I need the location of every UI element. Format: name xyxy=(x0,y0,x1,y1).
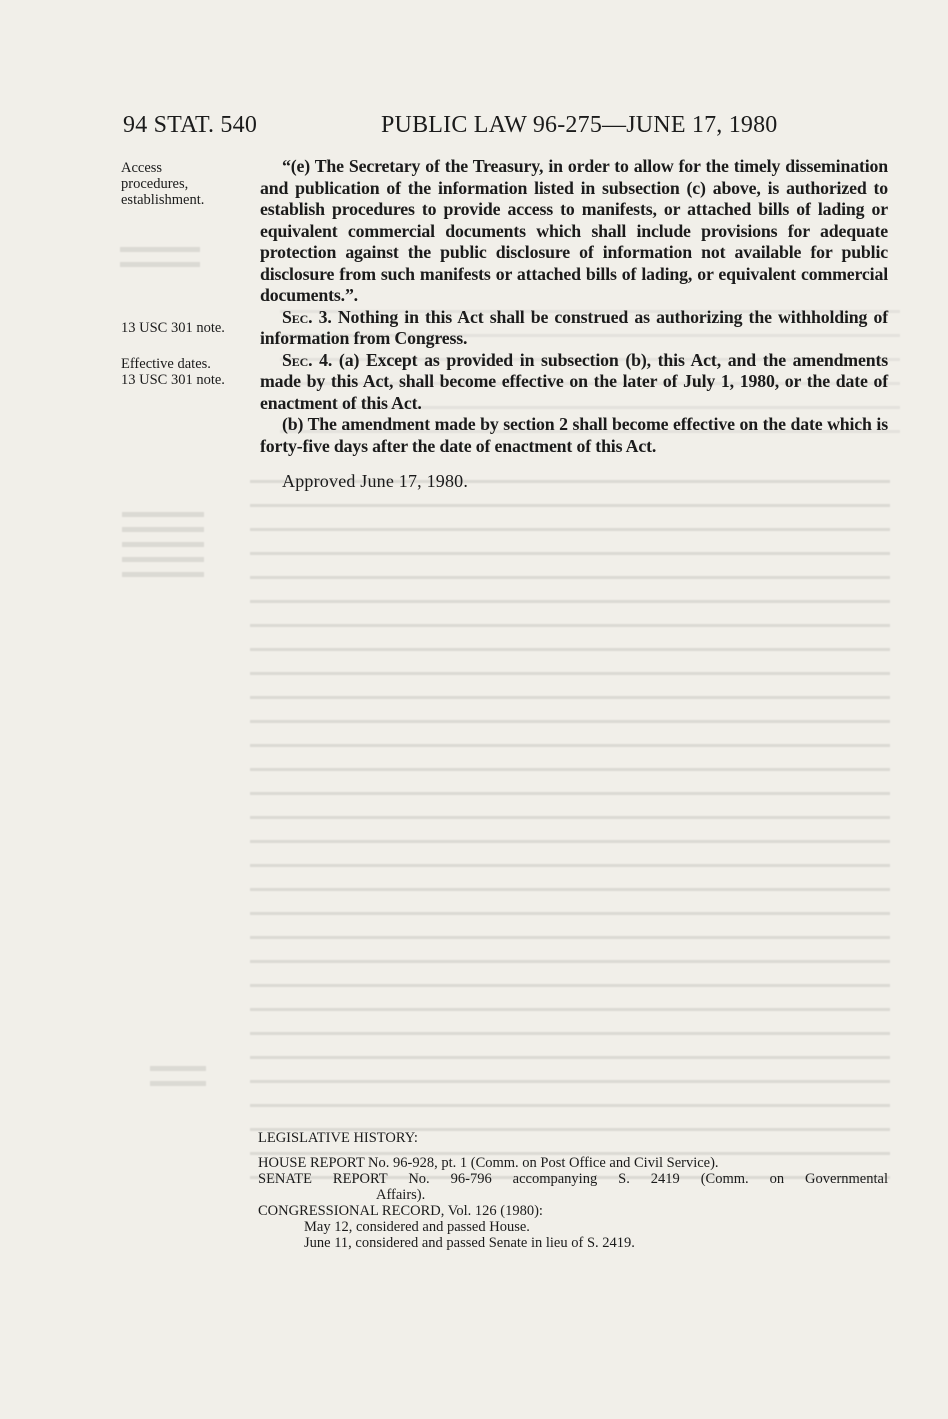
paragraph-e: “(e) The Secretary of the Treasury, in order to allow for the timely dissemination and publication of the information listed in subsection (c) above, is authorized to establish procedures to provide access to manifests, or attached bills of lading or equivalent commercial documents which shall include provisions for adequate protection against the public disclosure of information not available for public disclosure from such manifests or attached bills of lading, or equivalent commercial documents.”. xyxy=(260,156,888,305)
header-stat-page: 94 STAT. 540 xyxy=(123,112,258,138)
section-4a-text: (a) Except as provided in subsection (b), this Act, and the amendments made by this Act, shall become effective on the later of July 1, 1980, or the date of enactment of this Act. xyxy=(260,349,888,413)
show-through-margin-2 xyxy=(122,508,204,586)
senate-report: SENATE REPORT No. 96-796 accompanying S. 2419 (Comm. on Governmental xyxy=(258,1171,888,1187)
section-3-label: Sec. 3. xyxy=(282,306,332,327)
show-through-body xyxy=(250,470,890,1200)
house-report: HOUSE REPORT No. 96-928, pt. 1 (Comm. on Post Office and Civil Service). xyxy=(258,1155,719,1171)
section-4b: (b) The amendment made by section 2 shall become effective on the date which is forty-five days after the date of enactment of this Act. xyxy=(260,414,888,456)
margin-note-effective xyxy=(121,356,256,388)
margin-note-access xyxy=(121,160,256,208)
margin-note-line: 13 USC 301 note. xyxy=(121,372,225,388)
show-through-margin-3 xyxy=(150,1062,206,1092)
record-house-action: May 12, considered and passed House. xyxy=(304,1219,530,1235)
margin-note-line: Effective dates. xyxy=(121,356,211,372)
approval-line: Approved June 17, 1980. xyxy=(282,471,469,491)
section-3 xyxy=(260,307,888,350)
record-senate-action: June 11, considered and passed Senate in lieu of S. 2419. xyxy=(304,1235,635,1251)
statute-body xyxy=(260,156,888,457)
section-4a xyxy=(260,350,888,415)
legislative-history xyxy=(258,1130,888,1251)
section-3-text: Nothing in this Act shall be construed as authorizing the withholding of information from Congress. xyxy=(260,306,888,348)
congressional-record: CONGRESSIONAL RECORD, Vol. 126 (1980): xyxy=(258,1203,543,1219)
margin-note-line: procedures, xyxy=(121,176,189,192)
show-through-margin-1 xyxy=(120,243,200,277)
margin-note-usc: 13 USC 301 note. xyxy=(121,320,225,336)
margin-note-line: establishment. xyxy=(121,192,205,208)
header-title: PUBLIC LAW 96-275—JUNE 17, 1980 xyxy=(381,112,778,138)
section-4-label: Sec. 4. xyxy=(282,349,333,370)
margin-note-line: Access xyxy=(121,160,163,176)
senate-report-continued: Affairs). xyxy=(376,1187,426,1203)
legislative-history-heading: LEGISLATIVE HISTORY: xyxy=(258,1130,418,1146)
